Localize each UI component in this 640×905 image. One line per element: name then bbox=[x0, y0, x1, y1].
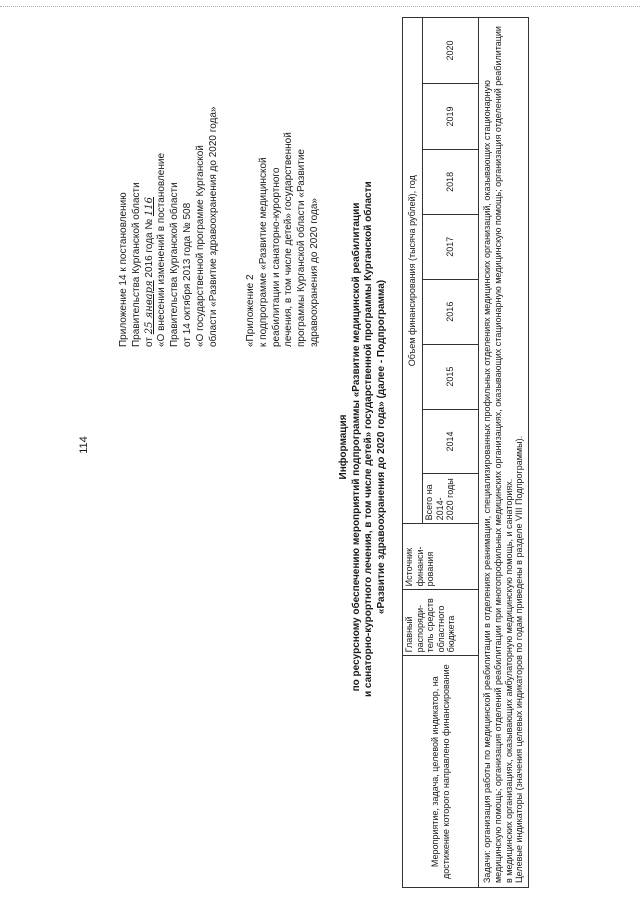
header-year: 2017 bbox=[423, 214, 479, 279]
header-manager: Главный распоряди-тель средств областного бюджета bbox=[403, 590, 479, 656]
tasks-text: Задачи: организация работы по медицинской реабилитации в отделениях реанимации, специализированных профильных отделениях медицинских организаций, оказывающих стационарную медицинскую помощь; организация отделений реабилитации при многопрофильных медицинских организациях, оказывающих стационарную медицинскую помощь; организация отделений реабилитации в медицинских организациях, оказывающих амбулаторную медицинскую помощь, и санаториях. bbox=[482, 26, 514, 883]
appendix-header bbox=[118, 27, 220, 347]
header-year: 2016 bbox=[423, 279, 479, 344]
header-year: 2020 bbox=[423, 18, 479, 84]
handwritten-number: 116 bbox=[143, 197, 155, 217]
title-line: «Развитие здравоохранения до 2020 года» (далее - Подпрограмма) bbox=[375, 279, 387, 615]
header-year: 2019 bbox=[423, 84, 479, 150]
appendix-date-line bbox=[144, 27, 157, 347]
header-year: 2014 bbox=[423, 409, 479, 474]
appendix-line: «О внесении изменений в постановление bbox=[156, 152, 168, 347]
subprogram-line: «Приложение 2 bbox=[245, 274, 256, 347]
appendix-line: Приложение 14 к постановлению bbox=[118, 192, 129, 347]
document-title bbox=[338, 181, 388, 697]
date-prefix: от bbox=[143, 337, 155, 347]
page-number: 114 bbox=[78, 436, 90, 454]
subprogram-line: к подпрограмме «Развитие медицинской bbox=[257, 157, 269, 347]
subprogram-line: здравоохранения до 2020 года» bbox=[308, 198, 320, 347]
appendix-line: Правительства Курганской области bbox=[130, 182, 142, 347]
subprogram-line: лечения, в том числе детей» государственной bbox=[283, 132, 295, 347]
header-activity: Мероприятие, задача, целевой индикатор, на достижение которого направлено финансирование bbox=[403, 656, 479, 888]
subprogram-line: реабилитации и санаторно-курортного bbox=[270, 167, 282, 347]
header-volume: Объем финансирования (тысяча рублей), год bbox=[403, 18, 423, 524]
tasks-cell bbox=[479, 18, 529, 888]
appendix-line: «О государственной программе Курганской bbox=[194, 145, 206, 347]
indicators-text: Целевые индикаторы (значения целевых индикаторов по годам приведены в разделе VIII Подпрограммы). bbox=[514, 435, 525, 883]
header-source: Источник финанси-рования bbox=[403, 524, 479, 590]
resource-table bbox=[402, 17, 529, 888]
appendix-line: области «Развитие здравоохранения до 2020 года» bbox=[207, 106, 219, 347]
title-line: по ресурсному обеспечению мероприятий подпрограммы «Развитие медицинской реабилитации bbox=[350, 202, 362, 692]
appendix-line: Правительства Курганской области bbox=[169, 182, 181, 347]
subprogram-appendix bbox=[245, 47, 322, 347]
date-middle: 2016 года № bbox=[143, 218, 155, 278]
subprogram-line: программы Курганской области «Развитие bbox=[296, 149, 308, 347]
header-total: Всего на 2014-2020 годы bbox=[423, 474, 479, 524]
handwritten-date: 25 января bbox=[143, 280, 155, 335]
title-line: Информация bbox=[338, 414, 349, 480]
header-year: 2015 bbox=[423, 344, 479, 409]
appendix-line: от 14 октября 2013 года № 508 bbox=[181, 202, 193, 347]
title-line: и санаторно-курортного лечения, в том числе детей» государственной программы Курганской области bbox=[363, 181, 374, 697]
header-year: 2018 bbox=[423, 149, 479, 214]
